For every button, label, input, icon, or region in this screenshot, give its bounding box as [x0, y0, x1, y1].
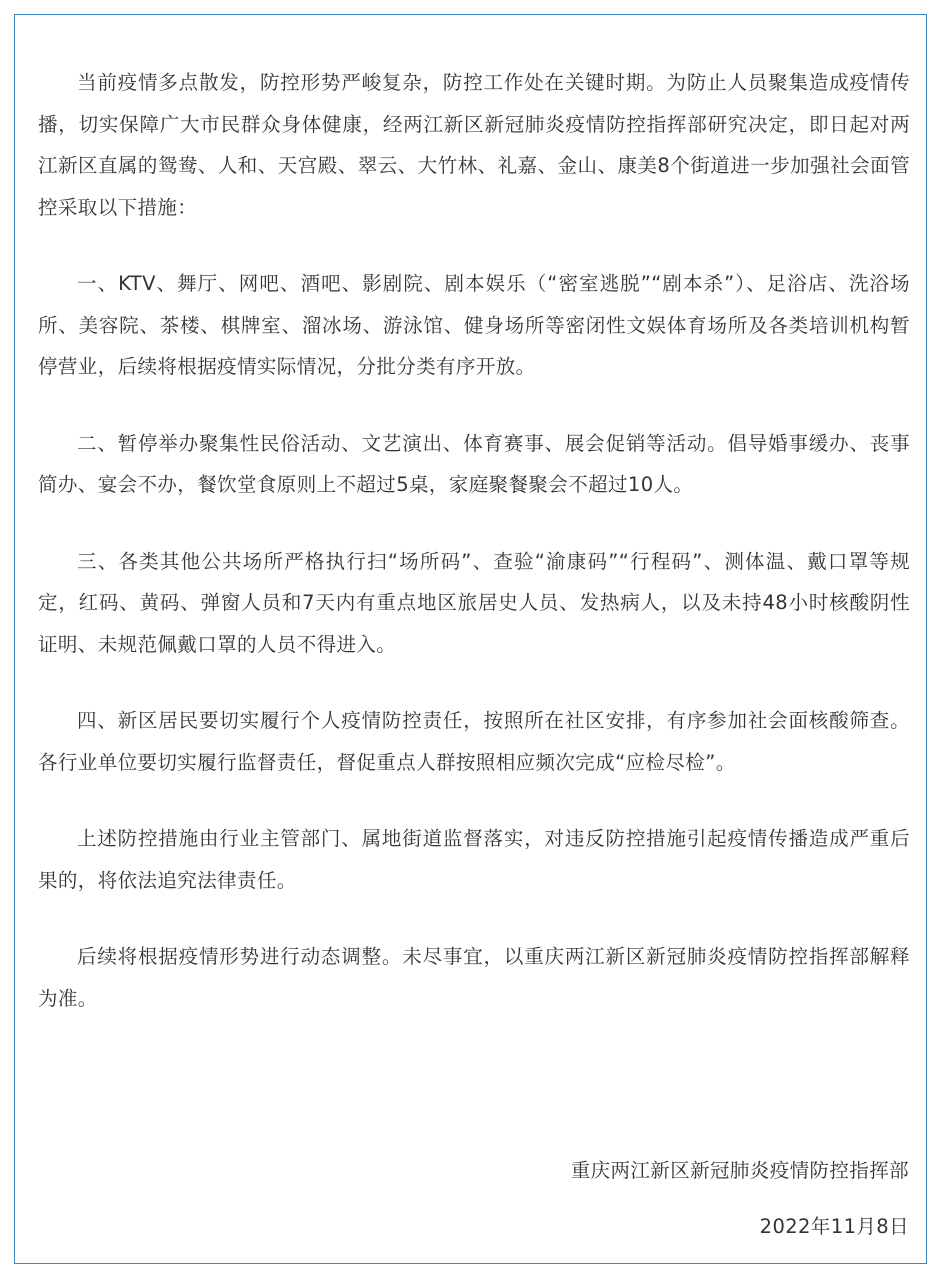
measure-3-paragraph: 三、各类其他公共场所严格执行扫“场所码”、查验“渝康码”“行程码”、测体温、戴口罩等规定，红码、黄码、弹窗人员和7天内有重点地区旅居史人员、发热病人，以及未持48小时核酸阴性证明、未规范佩戴口罩的人员不得进入。 — [38, 549, 910, 656]
signature-block — [571, 1150, 909, 1261]
measure-4-paragraph: 四、新区居民要切实履行个人疫情防控责任，按照所在社区安排，有序参加社会面核酸筛查。各行业单位要切实履行监督责任，督促重点人群按照相应频次完成“应检尽检”。 — [38, 709, 910, 774]
measure-2-paragraph: 二、暂停举办聚集性民俗活动、文艺演出、体育赛事、展会促销等活动。倡导婚事缓办、丧事简办、宴会不办，餐饮堂食原则上不超过5桌，家庭聚餐聚会不超过10人。 — [38, 431, 910, 496]
document-body — [38, 62, 910, 1054]
issue-date: 2022年11月8日 — [759, 1214, 909, 1238]
issuer-name: 重庆两江新区新冠肺炎疫情防控指挥部 — [570, 1159, 909, 1182]
measure-1-paragraph: 一、KTV、舞厅、网吧、酒吧、影剧院、剧本娱乐（“密室逃脱”“剧本杀”）、足浴店、洗浴场所、美容院、茶楼、棋牌室、溜冰场、游泳馆、健身场所等密闭性文娱体育场所及各类培训机构暂停营业，后续将根据疫情实际情况，分批分类有序开放。 — [38, 272, 910, 378]
intro-paragraph: 当前疫情多点散发，防控形势严峻复杂，防控工作处在关键时期。为防止人员聚集造成疫情传播，切实保障广大市民群众身体健康，经两江新区新冠肺炎疫情防控指挥部研究决定，即日起对两江新区直属的鸳鸯、人和、天宫殿、翠云、大竹林、礼嘉、金山、康美8个街道进一步加强社会面管控采取以下措施： — [38, 71, 910, 219]
closing-paragraph: 后续将根据疫情形势进行动态调整。未尽事宜，以重庆两江新区新冠肺炎疫情防控指挥部解释为准。 — [38, 945, 910, 1010]
enforcement-paragraph: 上述防控措施由行业主管部门、属地街道监督落实，对违反防控措施引起疫情传播造成严重后果的，将依法追究法律责任。 — [38, 827, 910, 892]
